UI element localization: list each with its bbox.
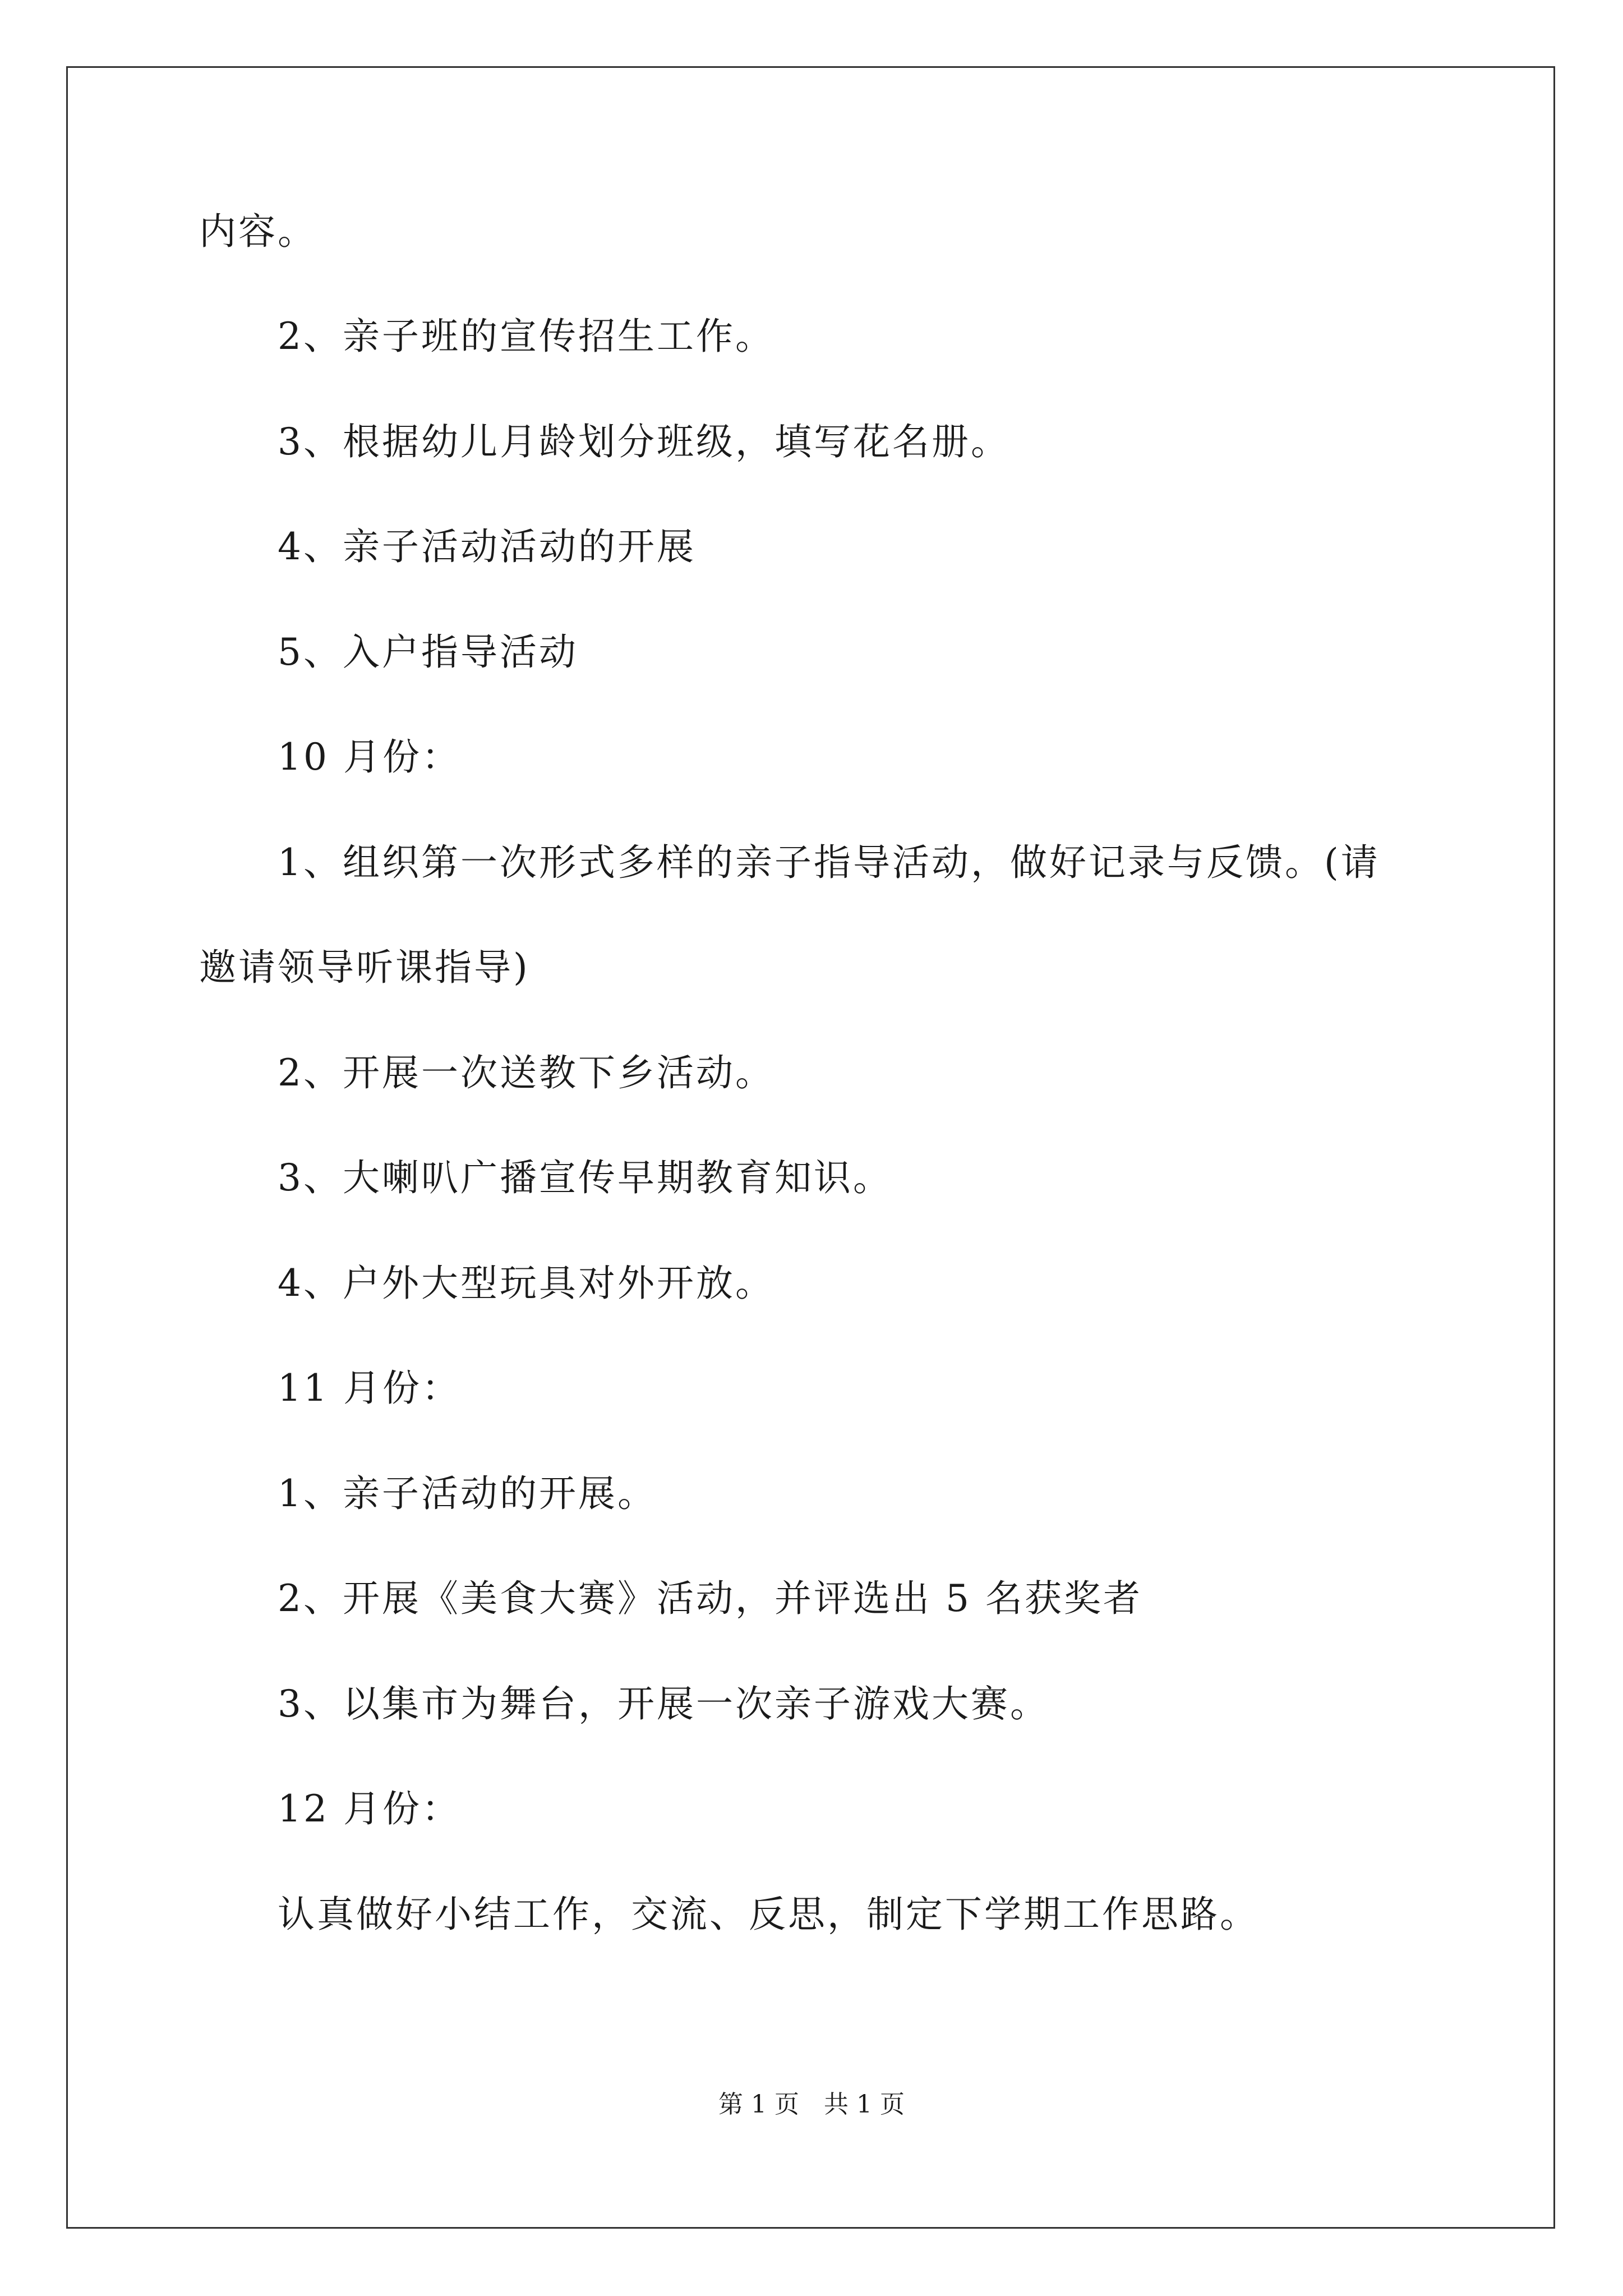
page-number-footer: 第 1 页 共 1 页 <box>718 2090 905 2119</box>
list-item: 5、入户指导活动 <box>278 631 578 674</box>
month-heading: 10 月份： <box>278 735 461 779</box>
list-item: 1、亲子活动的开展。 <box>278 1472 657 1515</box>
month-heading: 12 月份： <box>278 1787 461 1830</box>
list-item: 2、开展《美食大赛》活动，并评选出 5 名获奖者 <box>278 1577 1142 1620</box>
paragraph: 认真做好小结工作，交流、反思，制定下学期工作思路。 <box>278 1893 1259 1936</box>
list-item: 4、户外大型玩具对外开放。 <box>278 1262 774 1305</box>
paragraph-continuation: 内容。 <box>199 210 317 253</box>
list-item: 3、以集市为舞台，开展一次亲子游戏大赛。 <box>278 1682 1049 1726</box>
list-item: 3、根据幼儿月龄划分班级，填写花名册。 <box>278 420 1010 463</box>
list-item: 2、亲子班的宣传招生工作。 <box>278 315 774 358</box>
list-item-continuation: 邀请领导听课指导) <box>199 946 530 989</box>
month-heading: 11 月份： <box>278 1366 461 1410</box>
list-item: 1、组织第一次形式多样的亲子指导活动，做好记录与反馈。(请 <box>278 841 1380 884</box>
list-item: 4、亲子活动活动的开展 <box>278 525 696 568</box>
list-item: 3、大喇叭广播宣传早期教育知识。 <box>278 1156 892 1199</box>
list-item: 2、开展一次送教下乡活动。 <box>278 1051 774 1094</box>
